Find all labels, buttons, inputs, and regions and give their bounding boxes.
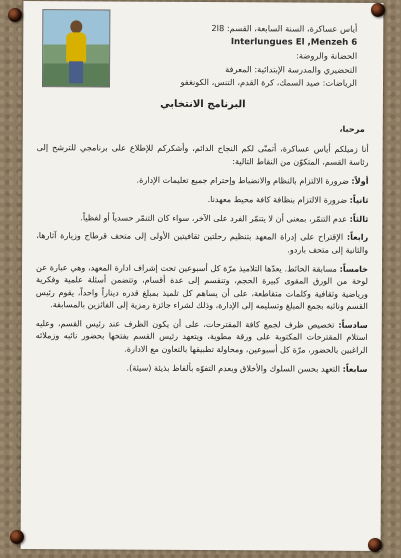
info-line-name: أياس عساكرة، السنة السابعة، القسم: 8ا2: [211, 23, 358, 34]
item-text: مسابقة الحائط. يعدّها التلاميذ مرّة كل أسبوعين تحت إشراف ادارة المعهد، وهي عبارة عن لوحة من الورق المقوى كبيرة الحجم، وتنقسم إلى عدة أقسام، وتتضمن أسئلة علمية وفكرية ورياضية وثقافية وكلمات متقاطعة، على أن يساهم كل تلميذ بمبلغ قدره ديناراً واحداً، يقوم رئيس القسم ونائبه بجمع المبلغ وتسليمه إلى الإدارة، وذلك لشراء جائزة رمزية إلى الفائزين بالمسابقة.: [35, 261, 369, 311]
item-label: ثانياً:: [349, 194, 369, 205]
photo-figure-legs: [69, 61, 83, 83]
list-item: [36, 261, 368, 312]
info-line-primary: التحضيري والمدرسة الإبتدائية: المعرفة: [225, 63, 358, 75]
item-text: التعهد بحسن السلوك والأخلاق وبعدم التفوّه بألفاظ بذيئة (سيئة).: [126, 362, 343, 374]
item-text: ضرورة الالتزام بالنظام والانضباط وإحترام جميع تعليمات الإدارة.: [136, 174, 352, 186]
item-label: ثالثاً:: [349, 213, 369, 224]
student-info-block: [117, 22, 357, 91]
intro-paragraph: أنا زميلكم أياس عساكرة، أتمنّى لكم النجاح الدائم، وأشكركم للإطلاع على برنامجي للترشح إلى رئاسة القسم، المتكوّن من النقاط التالية:: [36, 142, 369, 167]
item-text: عدم التنمّر، بمعنى أن لا يتنمّر الفرد على الآخر، سواء كان التنمّر حسدياً أو لفظياً.: [80, 211, 350, 224]
document-page: [21, 1, 384, 551]
document-body: [35, 121, 368, 381]
greeting: مرحبا،: [339, 123, 365, 134]
info-line-kindergarten: الحضانة والروضة:: [296, 50, 358, 61]
pushpin-top-right: [371, 3, 385, 17]
student-photo: [42, 9, 110, 87]
pushpin-top-left: [8, 8, 22, 22]
list-item: [36, 317, 368, 356]
pushpin-bottom-right: [368, 538, 382, 552]
item-text: ضرورة الالتزام بنظافة كافة محيط معهدنا.: [207, 193, 350, 205]
list-item: [36, 211, 368, 225]
photo-figure-body: [66, 32, 86, 62]
info-line-school: Interlungues El ,Menzeh 6: [230, 36, 358, 48]
list-item: [36, 173, 368, 187]
list-item: [36, 192, 368, 206]
list-item: [35, 361, 367, 375]
list-item: [36, 230, 368, 257]
item-text: الإقتراح على إدراة المعهد بتنظيم رحلتين ثقافيتين الأولى إلى متحف قرطاج وزيارة آثارها، والثانية إلى متحف باردو.: [36, 230, 369, 255]
item-label: خامساً:: [339, 263, 369, 274]
item-label: سادساً:: [338, 319, 368, 330]
document-title: البرنامج الانتخابي: [160, 98, 246, 111]
item-label: أولاً:: [351, 175, 369, 186]
item-label: سابعاً:: [342, 363, 368, 374]
item-label: رابعاً:: [346, 232, 369, 243]
info-line-sports: الرياضات: صيد السمك، كرة القدم، التنس، الكونغفو: [180, 76, 358, 88]
item-text: تخصيص ظرف لجمع كافة المقترحات، على أن يكون الظرف عند رئيس القسم، وعليه استلام المقترحات المكتوبة على ورقة مطوية، ويتعهد رئيس القسم بفتحها بحضور نائبه وزملائه الراغبين بالحضور، مرّة كل أسبوعين، ومحاولة تطبيقها بالتعاون مع الادارة.: [35, 318, 368, 355]
pushpin-bottom-left: [10, 530, 24, 544]
